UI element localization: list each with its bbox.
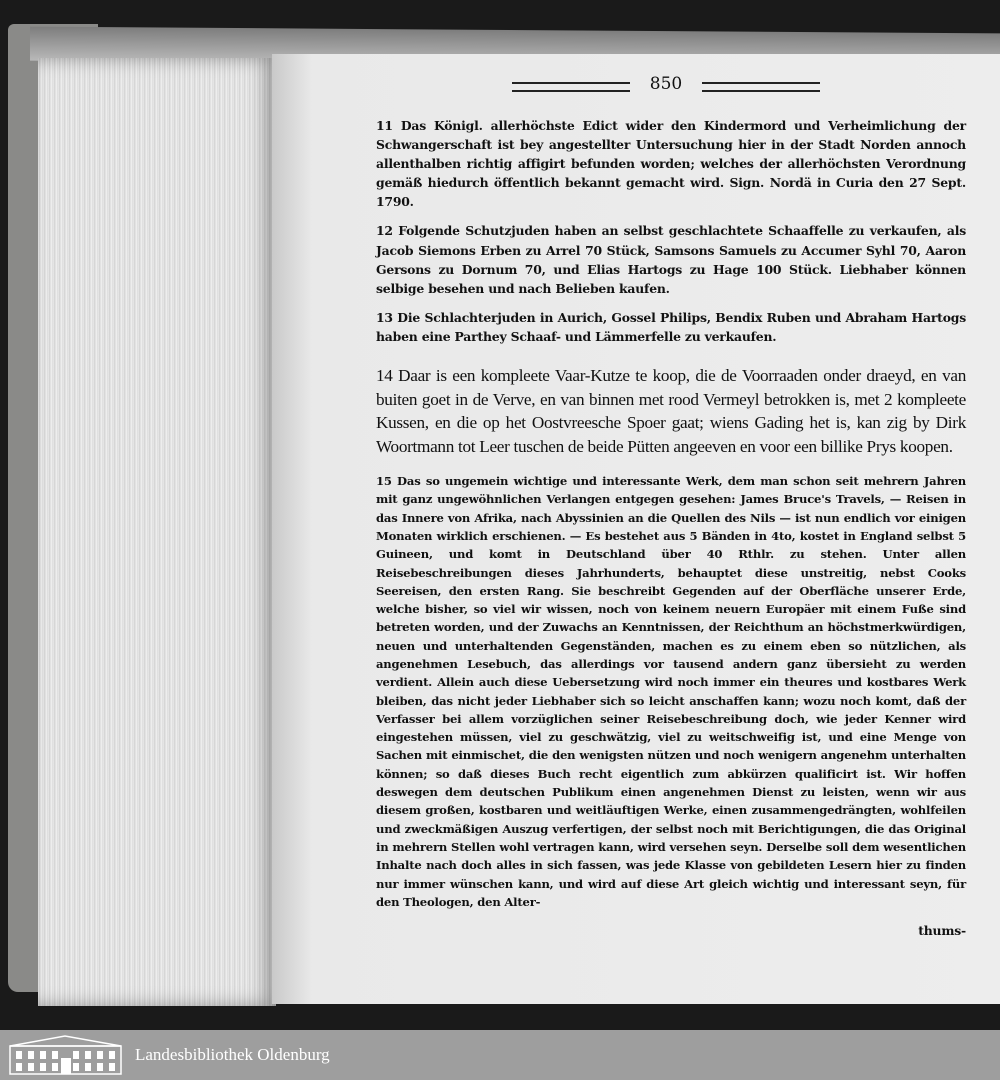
library-footer bbox=[0, 1030, 1000, 1080]
book-page bbox=[272, 54, 1000, 1004]
notice-15: 15 Das so ungemein wichtige und interessante Werk, dem man schon seit mehrern Jahren mit ganz ungewöhnlichen Verlangen entgegen gesehen: James Bruce's Travels, — Reisen in das Innere von Afrika, nach Abyssinien an die Quellen des Nils — ist nun endlich vor einigen Monaten wirklich erschienen. — Es bestehet aus 5 Bänden in 4to, kostet in England selbst 5 Guineen, und komt in Deutschland über 40 Rthlr. zu stehen. Unter allen Reisebeschreibungen dieses Jahrhunderts, behauptet diese unstreitig, nebst Cooks Seereisen, den ersten Rang. Sie beschreibt Gegenden auf der Oberfläche unserer Erde, welche bisher, so viel wir wissen, noch von keinem neuern Europäer mit einem Fuße sind betreten worden, und der Zuwachs an Kenntnissen, der Reichthum an höchstmerkwürdigen, neuen und unterhaltenden Gegenständen, machen es zu einem eben so nützlichen, als angenehmen Lesebuch, das allerdings vor tausend andern ganz übersieht zu werden verdient. Allein auch diese Uebersetzung wird noch immer ein theures und kostbares Werk bleiben, das nicht jeder Liebhaber sich so leicht anschaffen kann; wozu noch komt, daß der Verfasser bei allem vorzüglichen seiner Reisebeschreibung doch, wie jeder Kenner wird eingestehen müssen, viel zu geschwätzig, viel zu weitschweifig ist, und eine Menge von Sachen mit einmischet, die den wenigsten nützen und noch wenigern angenehm unterhalten können; so daß dieses Buch recht eigentlich zum abkürzen qualificirt ist. Wir hoffen deswegen dem deutschen Publikum einen angenehmen Dienst zu leisten, wenn wir aus diesem großen, kostbaren und weitläuftigen Werke, einen zusammengedrängten, wohlfeilen und zweckmäßigen Auszug verfertigen, der selbst noch mit Berichtigungen, die das Original in mehrern Stellen wohl vertragen kann, wird versehen seyn. Derselbe soll dem wesentlichen Inhalte nach doch alles in sich fassen, was jede Klasse von gebildeten Lesern hier zu finden nur immer wünschen kann, und wird auf diese Art gleich wichtig und interessant seyn, für den Theologen, den Alter- bbox=[376, 474, 966, 909]
catchword: thums- bbox=[918, 923, 966, 939]
header-rule-right bbox=[702, 82, 820, 92]
header-rule-left bbox=[512, 82, 630, 92]
library-building-icon bbox=[8, 1034, 123, 1076]
notice-12: 12 Folgende Schutzjuden haben an selbst geschlachtete Schaaffelle zu verkaufen, als Jacob Siemons Erben zu Arrel 70 Stück, Samsons Samuels zu Accumer Syhl 70, Aaron Gersons zu Dornum 70, und Elias Hartogs zu Hage 100 Stück. Liebhaber können selbige besehen und nach Belieben kaufen. bbox=[376, 223, 966, 296]
library-name: Landesbibliothek Oldenburg bbox=[135, 1045, 330, 1064]
notice-14: 14 Daar is een kompleete Vaar-Kutze te koop, die de Voorraaden onder draeyd, en van buiten goet in de Verve, en van binnen met rood Vermeyl betrokken is, met 2 kompleete Kussen, en die op het Oostvreesche Spoer gaat; wiens Gading het is, kan zig by Dirk Woortmann tot Leer tuschen de beide Pütten angeeven en voor een billike Prys koopen. bbox=[376, 366, 966, 456]
page-number: 850 bbox=[649, 74, 683, 94]
notice-13: 13 Die Schlachterjuden in Aurich, Gossel Philips, Bendix Ruben und Abraham Hartogs haben eine Parthey Schaaf- und Lämmerfelle zu verkaufen. bbox=[376, 309, 966, 344]
notice-11: 11 Das Königl. allerhöchste Edict wider den Kindermord und Verheimlichung der Schwangerschaft ist bey angestellter Untersuchung hier in der Stadt Norden annoch allenthalben richtig affigirt befunden worden; welches der allerhöchsten Verordnung gemäß hiedurch öffentlich bekannt gemacht wird. Sign. Nordä in Curia den 27 Sept. 1790. bbox=[376, 118, 966, 210]
page-text bbox=[376, 116, 966, 950]
page-edges bbox=[38, 58, 276, 1006]
page-header bbox=[512, 74, 832, 96]
